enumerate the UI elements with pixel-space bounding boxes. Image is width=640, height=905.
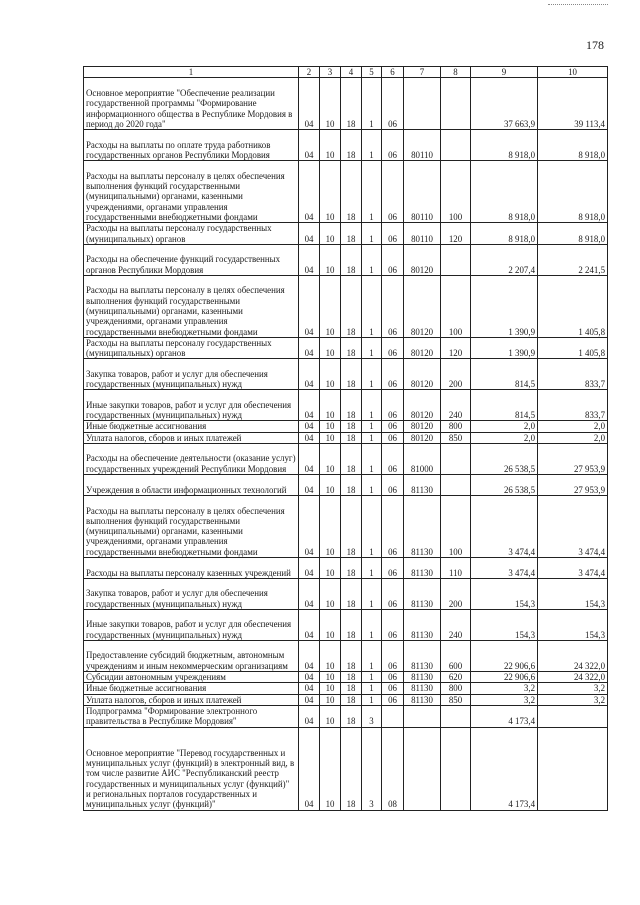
table-row: [84, 579, 608, 610]
subsection-code: 10: [320, 161, 341, 223]
subprogram-code: 1: [362, 421, 382, 432]
subprogram-code: 3: [362, 705, 382, 727]
subprogram-code: 1: [362, 78, 382, 130]
activity-code: 06: [382, 475, 404, 496]
budget-table: [83, 66, 608, 811]
amount-year-2: 8 918,0: [538, 130, 608, 161]
amount-year-1: 26 538,5: [471, 444, 538, 475]
subprogram-code: 1: [362, 275, 382, 337]
amount-year-2: 3 474,4: [538, 558, 608, 579]
table-row: [84, 421, 608, 432]
subprogram-code: 1: [362, 672, 382, 683]
expense-type-code: [441, 130, 471, 161]
table-row: [84, 130, 608, 161]
program-code: 18: [341, 694, 362, 705]
amount-year-1: 22 906,6: [471, 641, 538, 672]
section-code: 04: [299, 244, 320, 275]
program-code: 18: [341, 579, 362, 610]
program-code: 18: [341, 337, 362, 359]
target-article-code: 81130: [404, 579, 441, 610]
column-header: 10: [538, 67, 608, 78]
section-code: 04: [299, 475, 320, 496]
amount-year-2: 154,3: [538, 610, 608, 641]
amount-year-2: 3,2: [538, 683, 608, 694]
amount-year-2: 8 918,0: [538, 161, 608, 223]
row-name: Иные закупки товаров, работ и услуг для обеспечения государственных (муниципальных) нужд: [84, 610, 299, 641]
subprogram-code: 1: [362, 444, 382, 475]
subprogram-code: 1: [362, 496, 382, 558]
target-article-code: 81000: [404, 444, 441, 475]
table-row: [84, 683, 608, 694]
target-article-code: [404, 727, 441, 810]
section-code: 04: [299, 390, 320, 421]
row-name: Уплата налогов, сборов и иных платежей: [84, 694, 299, 705]
amount-year-2: 154,3: [538, 579, 608, 610]
amount-year-1: 26 538,5: [471, 475, 538, 496]
expense-type-code: [441, 727, 471, 810]
section-code: 04: [299, 130, 320, 161]
table-row: [84, 161, 608, 223]
row-name: Иные закупки товаров, работ и услуг для обеспечения государственных (муниципальных) нужд: [84, 390, 299, 421]
amount-year-2: 39 113,4: [538, 78, 608, 130]
activity-code: 08: [382, 727, 404, 810]
program-code: 18: [341, 223, 362, 245]
section-code: 04: [299, 223, 320, 245]
subprogram-code: 1: [362, 683, 382, 694]
section-code: 04: [299, 421, 320, 432]
column-header: 9: [471, 67, 538, 78]
section-code: 04: [299, 579, 320, 610]
activity-code: 06: [382, 694, 404, 705]
row-name: Закупка товаров, работ и услуг для обеспечения государственных (муниципальных) нужд: [84, 579, 299, 610]
program-code: 18: [341, 496, 362, 558]
activity-code: 06: [382, 444, 404, 475]
program-code: 18: [341, 558, 362, 579]
section-code: 04: [299, 161, 320, 223]
section-code: 04: [299, 432, 320, 443]
subprogram-code: 1: [362, 610, 382, 641]
activity-code: 06: [382, 337, 404, 359]
activity-code: 06: [382, 359, 404, 390]
program-code: 18: [341, 161, 362, 223]
section-code: 04: [299, 558, 320, 579]
amount-year-2: 27 953,9: [538, 444, 608, 475]
expense-type-code: [441, 475, 471, 496]
target-article-code: 80120: [404, 244, 441, 275]
expense-type-code: 120: [441, 223, 471, 245]
target-article-code: 80110: [404, 130, 441, 161]
target-article-code: 81130: [404, 672, 441, 683]
subsection-code: 10: [320, 558, 341, 579]
amount-year-2: 2 241,5: [538, 244, 608, 275]
subprogram-code: 1: [362, 337, 382, 359]
amount-year-2: 833,7: [538, 390, 608, 421]
program-code: 18: [341, 275, 362, 337]
subsection-code: 10: [320, 432, 341, 443]
subsection-code: 10: [320, 610, 341, 641]
section-code: 04: [299, 444, 320, 475]
row-name: Расходы на обеспечение деятельности (оказание услуг) государственных учреждений Республики Мордовия: [84, 444, 299, 475]
section-code: 04: [299, 78, 320, 130]
amount-year-1: 37 663,9: [471, 78, 538, 130]
subprogram-code: 1: [362, 223, 382, 245]
row-name: Иные бюджетные ассигнования: [84, 683, 299, 694]
section-code: 04: [299, 496, 320, 558]
subprogram-code: 1: [362, 390, 382, 421]
table-row: [84, 223, 608, 245]
amount-year-1: 814,5: [471, 359, 538, 390]
subsection-code: 10: [320, 683, 341, 694]
subsection-code: 10: [320, 475, 341, 496]
section-code: 04: [299, 727, 320, 810]
expense-type-code: 200: [441, 579, 471, 610]
row-name: Основное мероприятие "Перевод государственных и муниципальных услуг (функций) в электронный вид, в том числе развитие АИС "Республиканский реестр государственных и муниципальных услуг (функций)" и региональных порталов государственных и муниципальных услуг (функций)": [84, 727, 299, 810]
table-row: [84, 475, 608, 496]
table-row: [84, 496, 608, 558]
amount-year-2: 3 474,4: [538, 496, 608, 558]
target-article-code: 80120: [404, 359, 441, 390]
amount-year-1: 2,0: [471, 421, 538, 432]
target-article-code: 81130: [404, 641, 441, 672]
target-article-code: 81130: [404, 683, 441, 694]
table-row: [84, 275, 608, 337]
activity-code: 06: [382, 161, 404, 223]
amount-year-1: 3,2: [471, 683, 538, 694]
amount-year-2: [538, 705, 608, 727]
amount-year-1: 8 918,0: [471, 130, 538, 161]
amount-year-1: 4 173,4: [471, 705, 538, 727]
target-article-code: 80120: [404, 390, 441, 421]
row-name: Расходы на обеспечение функций государственных органов Республики Мордовия: [84, 244, 299, 275]
target-article-code: 80110: [404, 161, 441, 223]
amount-year-2: 2,0: [538, 421, 608, 432]
expense-type-code: 100: [441, 161, 471, 223]
activity-code: 06: [382, 496, 404, 558]
subsection-code: 10: [320, 130, 341, 161]
subprogram-code: 1: [362, 130, 382, 161]
table-row: [84, 672, 608, 683]
expense-type-code: 800: [441, 421, 471, 432]
expense-type-code: [441, 244, 471, 275]
target-article-code: 80110: [404, 223, 441, 245]
row-name: Подпрограмма "Формирование электронного правительства в Республике Мордовия": [84, 705, 299, 727]
amount-year-2: [538, 727, 608, 810]
subprogram-code: 1: [362, 558, 382, 579]
program-code: 18: [341, 641, 362, 672]
activity-code: 06: [382, 641, 404, 672]
amount-year-2: 3,2: [538, 694, 608, 705]
amount-year-2: 24 322,0: [538, 672, 608, 683]
column-header: 6: [382, 67, 404, 78]
program-code: 18: [341, 610, 362, 641]
expense-type-code: 600: [441, 641, 471, 672]
program-code: 18: [341, 444, 362, 475]
program-code: 18: [341, 672, 362, 683]
subsection-code: 10: [320, 78, 341, 130]
program-code: 18: [341, 130, 362, 161]
column-header: 1: [84, 67, 299, 78]
expense-type-code: 850: [441, 694, 471, 705]
subsection-code: 10: [320, 390, 341, 421]
amount-year-2: 8 918,0: [538, 223, 608, 245]
table-row: [84, 244, 608, 275]
row-name: Расходы на выплаты по оплате труда работников государственных органов Республики Мордовия: [84, 130, 299, 161]
target-article-code: 81130: [404, 558, 441, 579]
amount-year-2: 24 322,0: [538, 641, 608, 672]
amount-year-2: 833,7: [538, 359, 608, 390]
activity-code: 06: [382, 432, 404, 443]
subsection-code: 10: [320, 223, 341, 245]
target-article-code: [404, 78, 441, 130]
program-code: 18: [341, 390, 362, 421]
amount-year-1: 8 918,0: [471, 223, 538, 245]
row-name: Расходы на выплаты персоналу казенных учреждений: [84, 558, 299, 579]
activity-code: 06: [382, 130, 404, 161]
subprogram-code: 1: [362, 641, 382, 672]
subprogram-code: 1: [362, 359, 382, 390]
column-header: 2: [299, 67, 320, 78]
amount-year-1: 4 173,4: [471, 727, 538, 810]
subprogram-code: 1: [362, 579, 382, 610]
column-header: 8: [441, 67, 471, 78]
amount-year-1: 154,3: [471, 610, 538, 641]
column-header: 7: [404, 67, 441, 78]
subsection-code: 10: [320, 579, 341, 610]
target-article-code: 80120: [404, 337, 441, 359]
subsection-code: 10: [320, 694, 341, 705]
subsection-code: 10: [320, 705, 341, 727]
table-row: [84, 444, 608, 475]
activity-code: 06: [382, 78, 404, 130]
row-name: Уплата налогов, сборов и иных платежей: [84, 432, 299, 443]
table-row: [84, 390, 608, 421]
subsection-code: 10: [320, 672, 341, 683]
subprogram-code: 1: [362, 475, 382, 496]
expense-type-code: 100: [441, 496, 471, 558]
amount-year-2: 27 953,9: [538, 475, 608, 496]
activity-code: 06: [382, 610, 404, 641]
subsection-code: 10: [320, 727, 341, 810]
program-code: 18: [341, 683, 362, 694]
amount-year-1: 2,0: [471, 432, 538, 443]
table-row: [84, 558, 608, 579]
table-row: [84, 641, 608, 672]
subsection-code: 10: [320, 641, 341, 672]
section-code: 04: [299, 705, 320, 727]
row-name: Расходы на выплаты персоналу государственных (муниципальных) органов: [84, 337, 299, 359]
expense-type-code: [441, 78, 471, 130]
program-code: 18: [341, 705, 362, 727]
target-article-code: 81130: [404, 496, 441, 558]
page-number: 178: [586, 38, 604, 52]
activity-code: 06: [382, 683, 404, 694]
subprogram-code: 1: [362, 432, 382, 443]
amount-year-2: 2,0: [538, 432, 608, 443]
expense-type-code: 100: [441, 275, 471, 337]
row-name: Расходы на выплаты персоналу в целях обеспечения выполнения функций государственными (муниципальными) органами, казенными учреждениями, органами управления государственными внебюджетными фондами: [84, 275, 299, 337]
target-article-code: [404, 705, 441, 727]
program-code: 18: [341, 475, 362, 496]
table-row: [84, 694, 608, 705]
row-name: Расходы на выплаты персоналу в целях обеспечения выполнения функций государственными (муниципальными) органами, казенными учреждениями, органами управления государственными внебюджетными фондами: [84, 161, 299, 223]
row-name: Закупка товаров, работ и услуг для обеспечения государственных (муниципальных) нужд: [84, 359, 299, 390]
amount-year-1: 3 474,4: [471, 496, 538, 558]
program-code: 18: [341, 727, 362, 810]
amount-year-1: 8 918,0: [471, 161, 538, 223]
amount-year-1: 154,3: [471, 579, 538, 610]
program-code: 18: [341, 78, 362, 130]
section-code: 04: [299, 672, 320, 683]
subprogram-code: 3: [362, 727, 382, 810]
subsection-code: 10: [320, 244, 341, 275]
activity-code: 06: [382, 275, 404, 337]
expense-type-code: 120: [441, 337, 471, 359]
activity-code: 06: [382, 579, 404, 610]
section-code: 04: [299, 694, 320, 705]
expense-type-code: [441, 705, 471, 727]
program-code: 18: [341, 244, 362, 275]
activity-code: 06: [382, 421, 404, 432]
section-code: 04: [299, 641, 320, 672]
table-row: [84, 705, 608, 727]
table-row: [84, 610, 608, 641]
expense-type-code: 620: [441, 672, 471, 683]
subprogram-code: 1: [362, 694, 382, 705]
activity-code: 06: [382, 558, 404, 579]
amount-year-1: 22 906,6: [471, 672, 538, 683]
target-article-code: 81130: [404, 610, 441, 641]
activity-code: 06: [382, 672, 404, 683]
section-code: 04: [299, 275, 320, 337]
subprogram-code: 1: [362, 161, 382, 223]
row-name: Предоставление субсидий бюджетным, автономным учреждениям и иным некоммерческим организациям: [84, 641, 299, 672]
subsection-code: 10: [320, 421, 341, 432]
target-article-code: 80120: [404, 421, 441, 432]
expense-type-code: 110: [441, 558, 471, 579]
row-name: Основное мероприятие "Обеспечение реализации государственной программы "Формирование информационного общества в Республике Мордовия в период до 2020 года": [84, 78, 299, 130]
program-code: 18: [341, 359, 362, 390]
expense-type-code: 200: [441, 359, 471, 390]
program-code: 18: [341, 432, 362, 443]
subprogram-code: 1: [362, 244, 382, 275]
expense-type-code: 240: [441, 390, 471, 421]
activity-code: 06: [382, 390, 404, 421]
section-code: 04: [299, 359, 320, 390]
subsection-code: 10: [320, 444, 341, 475]
activity-code: 06: [382, 223, 404, 245]
activity-code: [382, 705, 404, 727]
table-row: [84, 359, 608, 390]
expense-type-code: 850: [441, 432, 471, 443]
table-row: [84, 727, 608, 810]
table-row: [84, 337, 608, 359]
amount-year-1: 1 390,9: [471, 275, 538, 337]
table-row: [84, 432, 608, 443]
expense-type-code: 800: [441, 683, 471, 694]
program-code: 18: [341, 421, 362, 432]
section-code: 04: [299, 610, 320, 641]
expense-type-code: 240: [441, 610, 471, 641]
amount-year-1: 814,5: [471, 390, 538, 421]
subsection-code: 10: [320, 359, 341, 390]
target-article-code: 81130: [404, 475, 441, 496]
column-header: 4: [341, 67, 362, 78]
amount-year-1: 3,2: [471, 694, 538, 705]
amount-year-1: 2 207,4: [471, 244, 538, 275]
expense-type-code: [441, 444, 471, 475]
row-name: Субсидии автономным учреждениям: [84, 672, 299, 683]
target-article-code: 80120: [404, 275, 441, 337]
column-header: 3: [320, 67, 341, 78]
amount-year-2: 1 405,8: [538, 275, 608, 337]
subsection-code: 10: [320, 496, 341, 558]
row-name: Иные бюджетные ассигнования: [84, 421, 299, 432]
row-name: Расходы на выплаты персоналу в целях обеспечения выполнения функций государственными (муниципальными) органами, казенными учреждениями, органами управления государственными внебюджетными фондами: [84, 496, 299, 558]
table-row: [84, 78, 608, 130]
target-article-code: 81130: [404, 694, 441, 705]
table-header-row: [84, 67, 608, 78]
row-name: Расходы на выплаты персоналу государственных (муниципальных) органов: [84, 223, 299, 245]
subsection-code: 10: [320, 275, 341, 337]
subsection-code: 10: [320, 337, 341, 359]
amount-year-2: 1 405,8: [538, 337, 608, 359]
row-name: Учреждения в области информационных технологий: [84, 475, 299, 496]
amount-year-1: 1 390,9: [471, 337, 538, 359]
activity-code: 06: [382, 244, 404, 275]
amount-year-1: 3 474,4: [471, 558, 538, 579]
target-article-code: 80120: [404, 432, 441, 443]
section-code: 04: [299, 337, 320, 359]
column-header: 5: [362, 67, 382, 78]
section-code: 04: [299, 683, 320, 694]
top-margin-mark: [548, 4, 608, 7]
